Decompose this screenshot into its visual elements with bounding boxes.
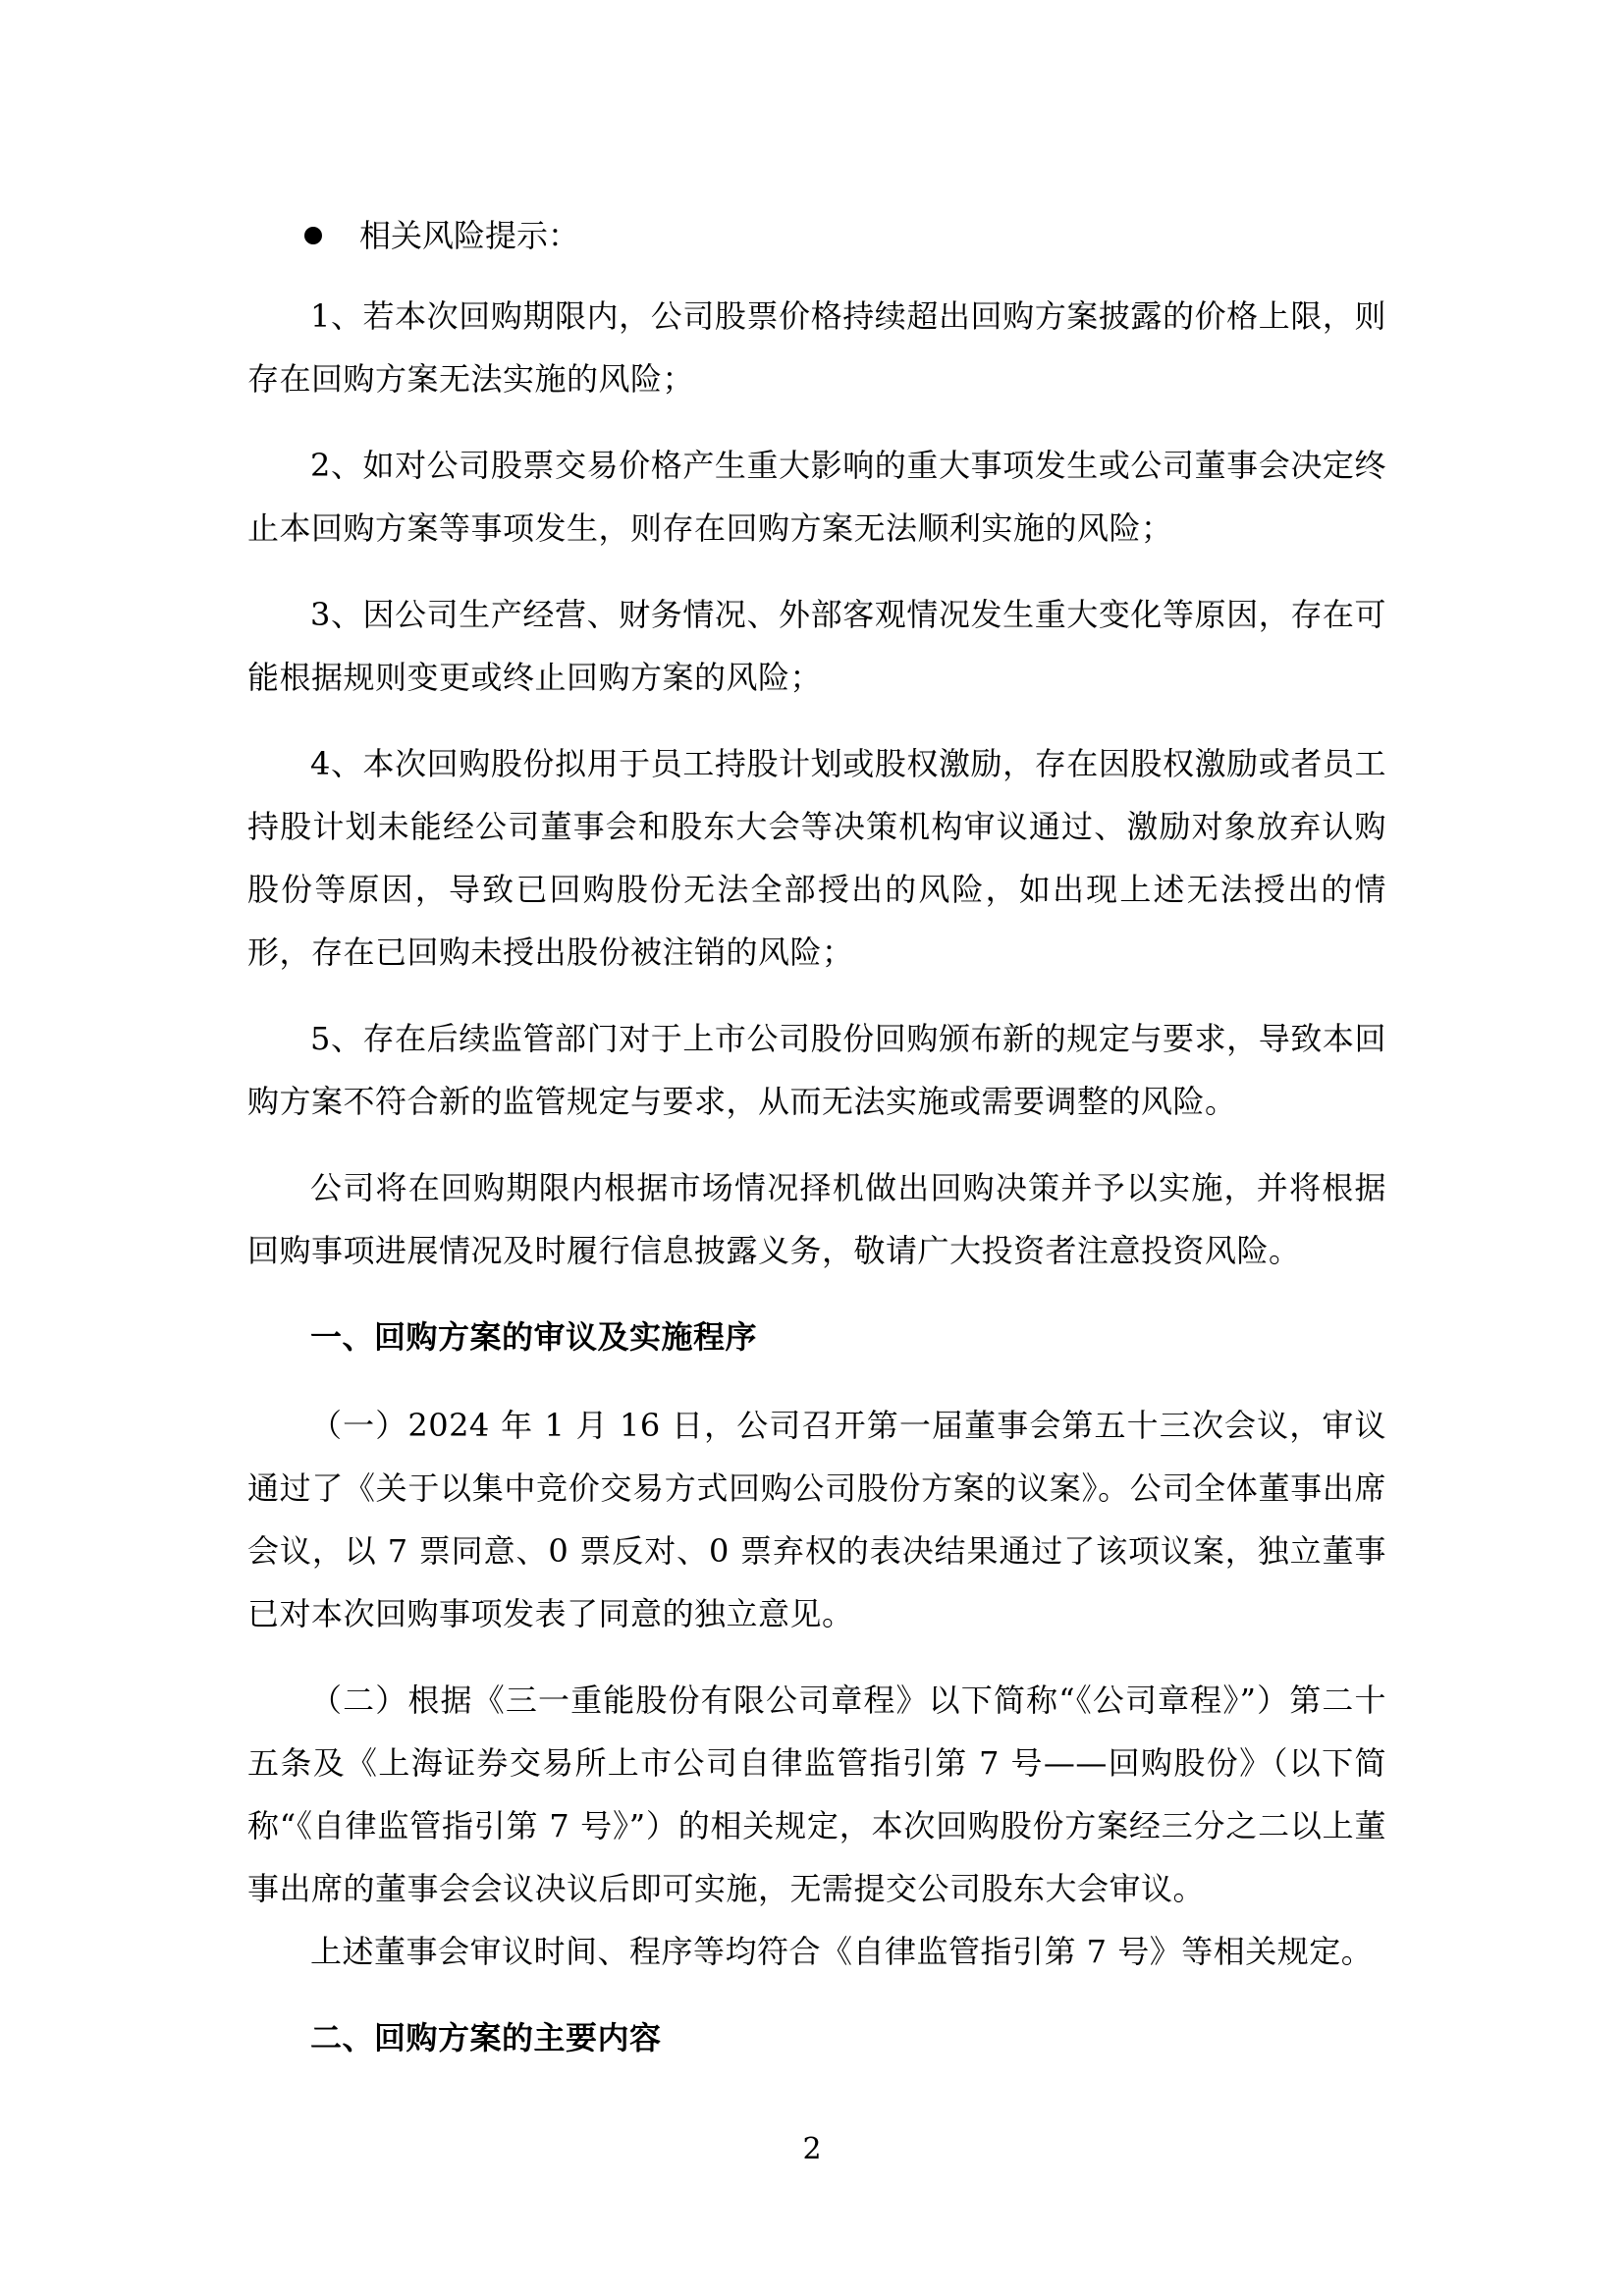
document-body: [247, 204, 1386, 2095]
risk-item-1: 1、若本次回购期限内，公司股票价格持续超出回购方案披露的价格上限，则存在回购方案无法实施的风险；: [247, 297, 1386, 398]
risk-intro-text: 相关风险提示：: [359, 217, 580, 254]
section-heading-2: 二、回购方案的主要内容: [310, 2019, 662, 2056]
page-number: 2: [802, 2132, 822, 2166]
section-heading-1: 一、回购方案的审议及实施程序: [310, 1318, 758, 1356]
risk-item-2: 2、如对公司股票交易价格产生重大影响的重大事项发生或公司董事会决定终止本回购方案等事项发生，则存在回购方案无法顺利实施的风险；: [247, 447, 1386, 547]
section1-paragraph-3: 上述董事会审议时间、程序等均符合《自律监管指引第 7 号》等相关规定。: [310, 1933, 1374, 1970]
section1-paragraph-2: （二）根据《三一重能股份有限公司章程》以下简称“《公司章程》”）第二十五条及《上海证券交易所上市公司自律监管指引第 7 号——回购股份》（以下简称“《自律监管指引第 7 号》”）的相关规定，本次回购股份方案经三分之二以上董事出席的董事会会议决议后即可实施，无需提交公司股东大会审议。: [247, 1682, 1386, 1907]
risk-item-5: 5、存在后续监管部门对于上市公司股份回购颁布新的规定与要求，导致本回购方案不符合新的监管规定与要求，从而无法实施或需要调整的风险。: [247, 1020, 1386, 1120]
bullet-icon: [304, 227, 322, 244]
risk-item-4: 4、本次回购股份拟用于员工持股计划或股权激励，存在因股权激励或者员工持股计划未能经公司董事会和股东大会等决策机构审议通过、激励对象放弃认购股份等原因，导致已回购股份无法全部授出的风险，如出现上述无法授出的情形，存在已回购未授出股份被注销的风险；: [247, 745, 1386, 971]
risk-intro: [304, 204, 1386, 267]
section1-paragraph-1: （一）2024 年 1 月 16 日，公司召开第一届董事会第五十三次会议，审议通过了《关于以集中竞价交易方式回购公司股份方案的议案》。公司全体董事出席会议，以 7 票同意、0 票反对、0 票弃权的表决结果通过了该项议案，独立董事已对本次回购事项发表了同意的独立意见。: [247, 1407, 1386, 1632]
risk-item-3: 3、因公司生产经营、财务情况、外部客观情况发生重大变化等原因，存在可能根据规则变更或终止回购方案的风险；: [247, 596, 1386, 696]
closing-note: 公司将在回购期限内根据市场情况择机做出回购决策并予以实施，并将根据回购事项进展情况及时履行信息披露义务，敬请广大投资者注意投资风险。: [247, 1169, 1386, 1269]
